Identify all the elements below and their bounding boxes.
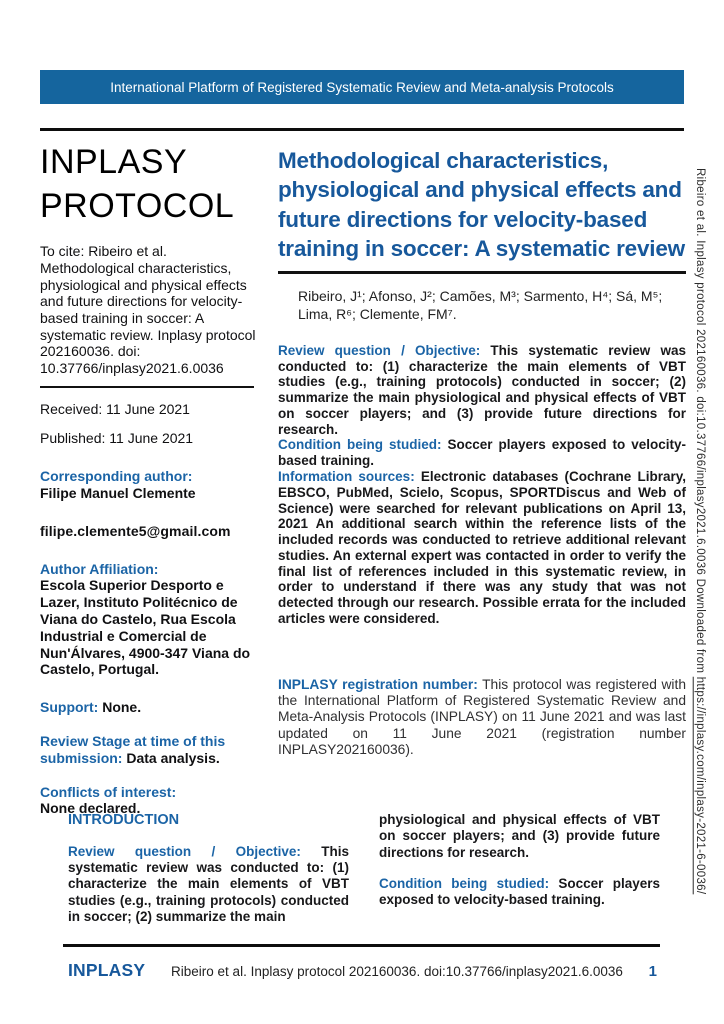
conflicts-value: None declared. [40,800,141,817]
review-stage-label: Review Stage at time of this submission: [40,732,226,766]
logo-line-1: INPLASY [40,143,188,181]
received-date: Received: 11 June 2021 [40,400,190,417]
footer-row [63,960,660,981]
review-question-label: Review question / Objective: [278,342,481,358]
footer-brand: INPLASY [68,960,146,980]
affiliation-text: Escola Superior Desporto e Lazer, Instituto Politécnico de Viana do Castelo, Rua Escola Industrial e Comercial de Nun'Álvares, 4900-347 Viana do Castelo, Portugal. [40,577,251,678]
registration-text: This protocol was registered with the International Platform of Registered Systematic Review and Meta-Analysis Protocols (INPLASY) on 11 June 2021 and was last updated on 11 June 2021 (registration number INPLASY202160036). [278,676,687,757]
support-block [40,699,256,716]
conflicts-label: Conflicts of interest: [40,783,177,800]
page-number: 1 [648,963,657,980]
introduction-paragraph-2: physiological and physical effects of VBT on soccer players; and (3) provide future directions for research. [379,812,660,860]
support-value: None. [102,699,142,716]
registration-paragraph [278,677,686,758]
review-stage-block [40,733,256,767]
article-title: Methodological characteristics, physiological and physical effects and future directions for velocity-based training in soccer: A systematic review [278,148,685,261]
platform-banner [40,70,684,104]
edge-watermark-text: Ribeiro et al. Inplasy protocol 202160036. doi:10.37766/inplasy2021.6.0036 Downloaded from [694,168,706,677]
footer-divider [63,944,660,947]
condition-paragraph [278,437,686,469]
introduction-section [68,812,660,925]
footer-citation: Ribeiro et al. Inplasy protocol 202160036. doi:10.37766/inplasy2021.6.0036 [171,964,623,979]
introduction-column-1 [68,812,349,925]
review-question-paragraph [278,343,686,438]
edge-watermark [694,168,706,1020]
edge-watermark-link[interactable]: https://inplasy.com/inplasy-2021-6-0036/ [694,676,706,895]
inplasy-protocol-logo [40,140,256,228]
introduction-condition-label: Condition being studied: [379,875,550,891]
introduction-review-question-text: This systematic review was conducted to: (1) characterize the main elements of VBT studies (e.g., training protocols) conducted in soccer; (2) summarize the main [68,843,349,924]
affiliation-label: Author Affiliation: [40,560,159,577]
registration-label: INPLASY registration number: [278,676,478,692]
page-footer [63,944,660,981]
introduction-paragraph-1 [68,844,349,926]
logo-line-2: PROTOCOL [40,187,235,226]
title-divider [278,271,686,274]
citation-note: To cite: Ribeiro et al. Methodological characteristics, physiological and physical effects and future directions for velocity-based training in soccer: A systematic review. Inplasy protocol 202160036. doi: 10.37766/inplasy2021.6.0036 [40,243,256,376]
introduction-heading: INTRODUCTION [68,812,180,828]
corresponding-author-label: Corresponding author: [40,468,193,485]
support-label: Support: [40,699,99,716]
corresponding-author-name: Filipe Manuel Clemente [40,485,196,502]
author-affiliation-block [40,561,256,679]
left-panel-divider [40,386,254,388]
abstract-block [278,343,686,627]
introduction-column-2 [379,812,660,925]
platform-banner-text: International Platform of Registered Systematic Review and Meta-analysis Protocols [110,79,614,95]
article-column [278,146,686,758]
information-sources-text: Electronic databases (Cochrane Library, EBSCO, PubMed, Scielo, Scopus, SPORTDiscus and Web of Science) were searched for relevant publications on April 13, 2021 An additional search within the reference lists of the included records was conducted to retrieve additional relevant studies. An external expert was contacted in order to verify the final list of references included in this systematic review, in order to understand if there was any study that was not detected through our research. Possible errata for the included articles were considered. [278,468,686,626]
corresponding-author-block [40,468,256,502]
header-divider [40,128,684,131]
introduction-review-question-label: Review question / Objective: [68,843,301,859]
information-sources-label: Information sources: [278,468,415,484]
condition-text: Soccer players exposed to velocity-based training. [278,437,686,469]
author-list: Ribeiro, J¹; Afonso, J²; Camões, M³; Sarmento, H⁴; Sá, M⁵; Lima, R⁶; Clemente, FM⁷. [298,287,663,323]
review-question-text: This systematic review was conducted to: (1) characterize the main elements of VBT studies (e.g., training protocols) conducted in soccer; (2) summarize the main physiological and physical effects of VBT on soccer players; and (3) provide future directions for research. [278,342,686,437]
introduction-condition-text: Soccer players exposed to velocity-based training. [379,875,660,908]
introduction-condition-paragraph [379,876,660,909]
left-panel [40,140,256,817]
review-stage-value: Data analysis. [126,749,220,766]
author-email: filipe.clemente5@gmail.com [40,522,231,539]
information-sources-paragraph [278,469,686,627]
published-date: Published: 11 June 2021 [40,430,194,447]
condition-label: Condition being studied: [278,437,442,453]
